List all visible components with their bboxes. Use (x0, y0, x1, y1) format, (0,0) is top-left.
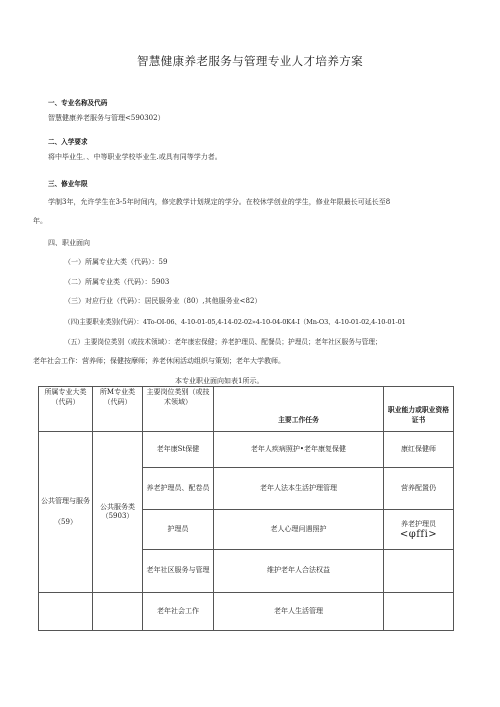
section-2-text: 将中毕业生．、中等职业学校毕业生.或具有同等学力者。 (48, 153, 222, 161)
task-cell: 老年人法本生活护理管理 (214, 468, 384, 510)
empty-cell (39, 593, 93, 631)
section-4-item-5-line2: 老年社会工作：营养师；保健按摩师；养老休闲活动组织与策划；老年大学教师。 (33, 357, 285, 365)
table-row (39, 432, 454, 468)
section-4-item-1: （一）所属专业大类（代码）：59 (64, 258, 168, 266)
merged-major-class: 公共服务类（5903） (93, 432, 143, 593)
section-3-heading: 三、修业年限 (48, 180, 88, 188)
header-major-category: 所属专业大类（代码） (39, 387, 93, 432)
cert-text: 养老护理员 (401, 520, 436, 528)
section-4-heading: 四、职业面向 (48, 239, 90, 247)
task-cell: 维护老年人合法权益 (214, 550, 384, 593)
section-3-text-line2: 年。 (33, 217, 47, 225)
career-table (38, 386, 454, 631)
cert-cell (384, 550, 454, 593)
task-cell: 老人心理问遇照护 (214, 510, 384, 550)
section-2-heading: 二、入学要求 (48, 138, 88, 146)
section-3-text-line1: 学制3年，允许学生在3-5年时间内，修完教学计划规定的学分。在校休学创业的学生，修业年限最长可延长至8 (48, 198, 391, 206)
post-cell: 老年社区服务与管理 (143, 550, 214, 593)
task-cell: 老年人生活管理 (214, 593, 384, 631)
cert-cell: 康红保健师 (384, 432, 454, 468)
table-caption: 本专业职业面向如表1所示。 (175, 377, 264, 385)
section-4-item-4: （四)主要职业类别(代码）：4To-OI-06、4-10-01-05,4-14-02-02»4-10-04-0K4-I（Mn-O3、4-10-01-02,4-10-01-01 (64, 318, 406, 326)
post-cell: 护理员 (143, 510, 214, 550)
major-category-code: （59） (54, 518, 77, 526)
cert-cell: 营养配置仍 (384, 468, 454, 510)
header-certificate: 职业能力或职业资格证书 (384, 387, 454, 432)
empty-cell (93, 593, 143, 631)
post-cell: 养老护理员、配卷员 (143, 468, 214, 510)
merged-major-category (39, 432, 93, 593)
major-category-value: 公共管理与服务 (41, 496, 90, 505)
section-1-text: 智慧健康养老服务与管理<590302） (48, 114, 165, 122)
section-4-item-5-line1: （五）主要岗位类别（或技术领域）：老年康宏保健；养老护理员、配餐员；护理员；老年社区服务与管理； (64, 338, 382, 346)
task-cell: 老年人疾病照护•老年康复保健 (214, 432, 384, 468)
cert-extra: <φffi> (399, 528, 438, 540)
page-title: 智慧健康养老服务与管理专业人才培养方案 (136, 54, 364, 68)
header-major-class: 所M专业类（代码） (93, 387, 143, 432)
table-row (39, 593, 454, 631)
post-cell: 老年社会工作 (143, 593, 214, 631)
section-4-item-2: （二）所属专业类（代码）：5903 (64, 278, 170, 286)
table-header-row (39, 387, 454, 432)
header-main-tasks: 主要工作任务 (214, 387, 384, 432)
post-cell: 老年康St保健 (143, 432, 214, 468)
cert-cell (384, 593, 454, 631)
cert-cell (384, 510, 454, 550)
section-1-heading: 一、专业名称及代码 (48, 99, 108, 107)
section-4-item-3: （三）对应行业（代码）：居民服务业（80）,其他服务业<82） (64, 297, 262, 305)
header-post-category: 主要岗位类别（或技术领域） (143, 387, 214, 432)
